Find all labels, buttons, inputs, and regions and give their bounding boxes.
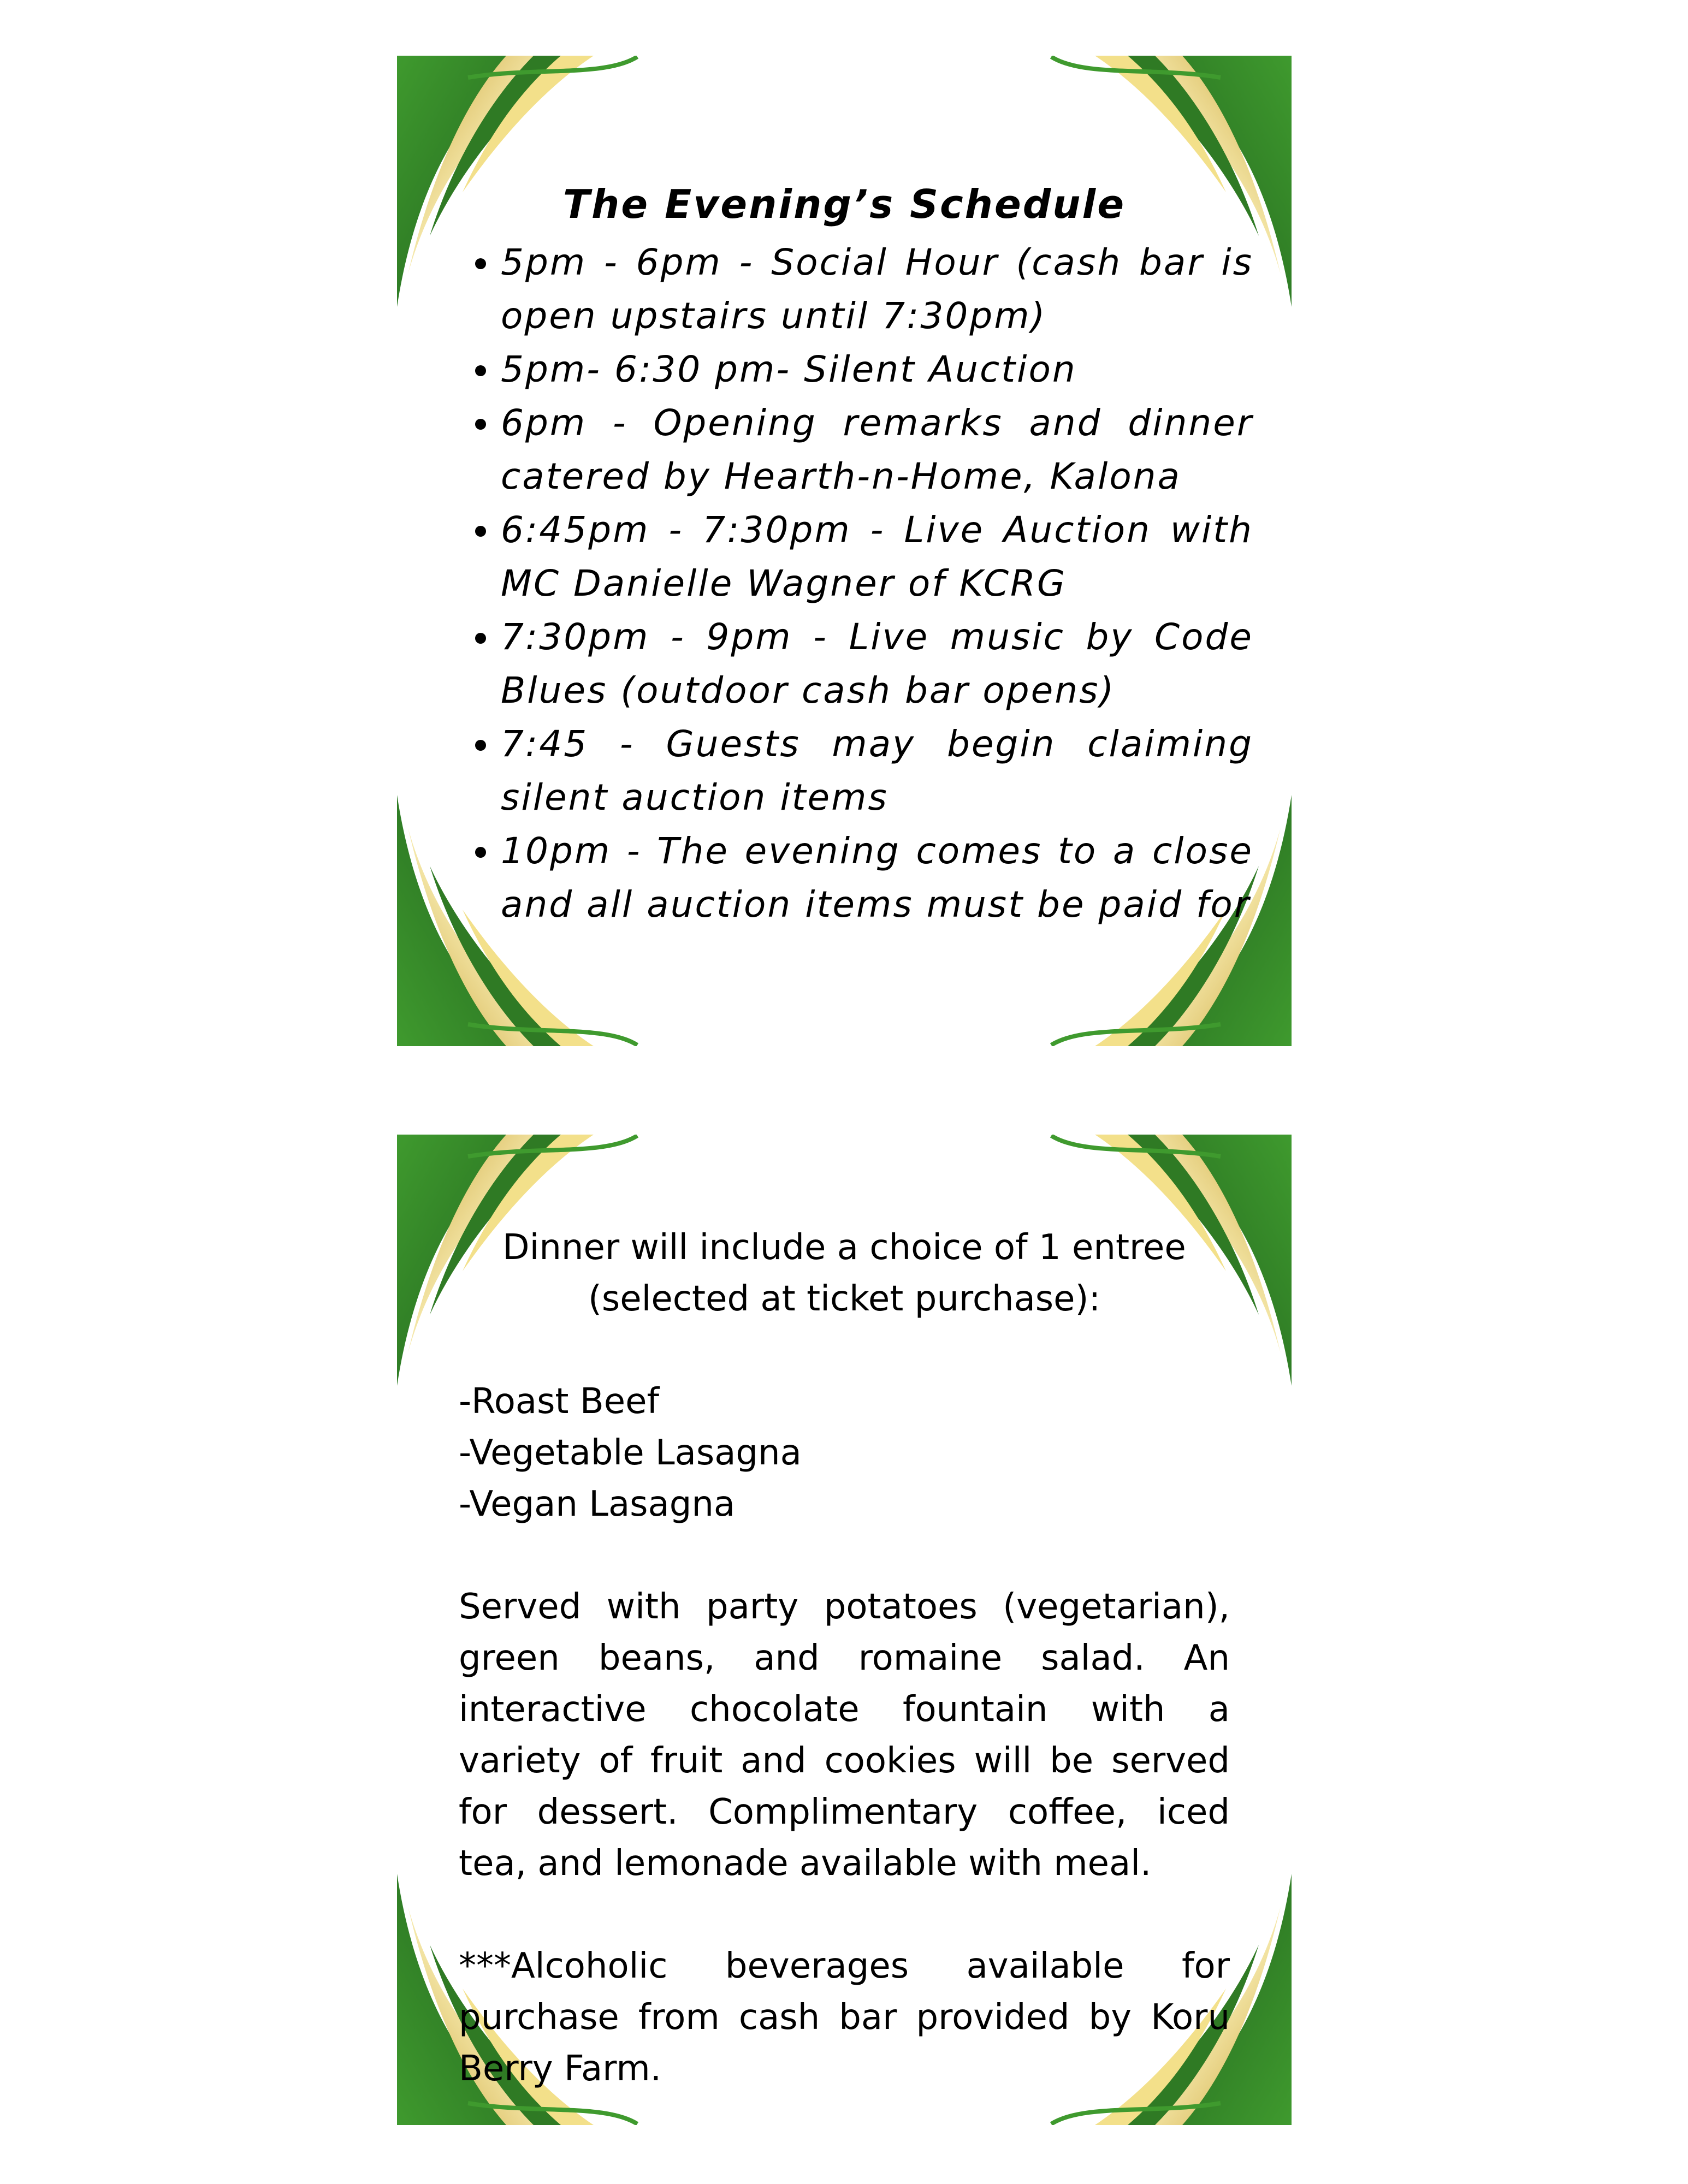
schedule-item: • 6:45pm - 7:30pm - Live Auction with MC Danielle Wagner of KCRG [501,503,1253,610]
schedule-title: The Evening’s Schedule [562,181,1126,227]
entree-option: -Vegetable Lasagna [459,1433,802,1473]
schedule-card [397,56,1292,1046]
dinner-description [459,1222,1230,2094]
schedule-item: • 5pm- 6:30 pm- Silent Auction [501,343,1253,396]
alcohol-note: ***Alcoholic beverages available for purchase from cash bar provided by Koru Berry Farm. [459,1946,1230,2089]
dinner-intro-note: (selected at ticket purchase): [588,1279,1101,1319]
schedule-list [457,236,1253,931]
entree-option: -Roast Beef [459,1381,660,1422]
entree-option: -Vegan Lasagna [459,1484,736,1524]
schedule-item: • 7:30pm - 9pm - Live music by Code Blues (outdoor cash bar opens) [501,610,1253,717]
schedule-item: • 7:45 - Guests may begin claiming silent auction items [501,717,1253,824]
dinner-card [397,1135,1292,2125]
dinner-intro: Dinner will include a choice of 1 entree [502,1227,1186,1268]
sides-description: Served with party potatoes (vegetarian), green beans, and romaine salad. An interactive chocolate fountain with a variety of fruit and cookies will be served for dessert. Complimentary coffee, iced tea, and lemonade available with meal. [459,1587,1230,1884]
schedule-item: • 10pm - The evening comes to a close and all auction items must be paid for [501,824,1253,931]
schedule-item: • 5pm - 6pm - Social Hour (cash bar is open upstairs until 7:30pm) [501,236,1253,343]
schedule-item: • 6pm - Opening remarks and dinner catered by Hearth-n-Home, Kalona [501,396,1253,503]
